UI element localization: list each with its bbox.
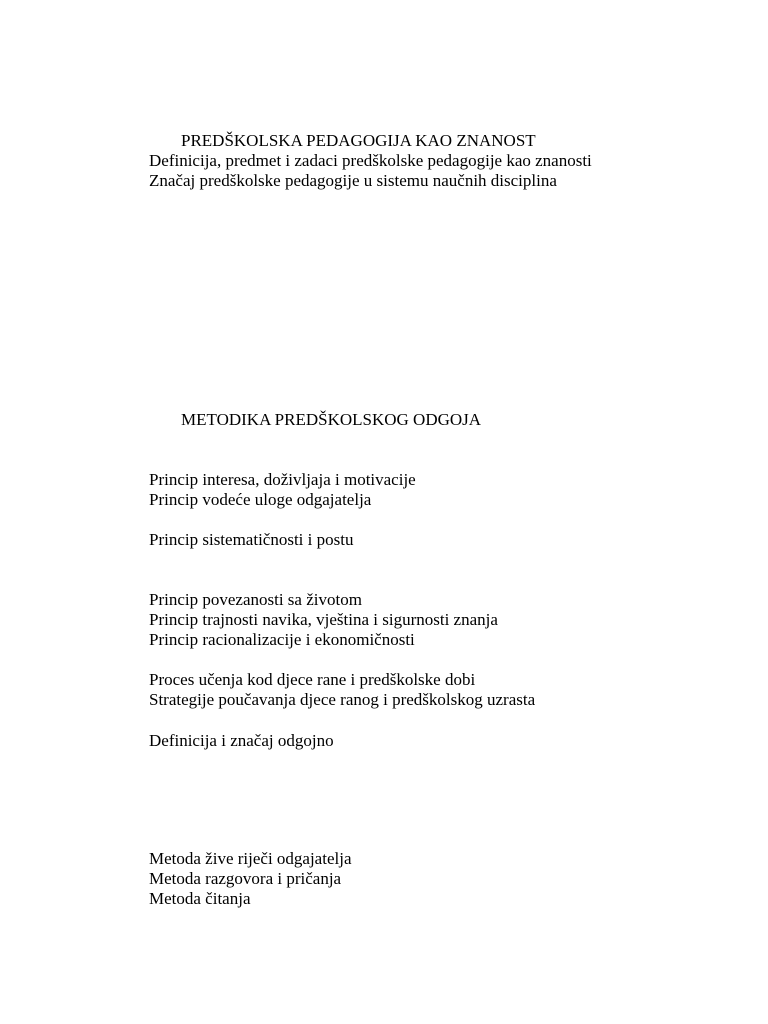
text-line: Princip povezanosti sa životom	[149, 590, 362, 609]
methods-group	[149, 849, 739, 909]
learning-group	[149, 670, 739, 710]
text-line: Princip sistematičnosti i postu	[149, 530, 354, 549]
principle-systematic	[149, 530, 739, 550]
text-line: Strategije poučavanja djece ranog i predškolskog uzrasta	[149, 690, 536, 709]
text-line: Princip vodeće uloge odgajatelja	[149, 490, 372, 509]
text-line: Značaj predškolske pedagogije u sistemu naučnih disciplina	[149, 171, 557, 190]
text-line: Metoda žive riječi odgajatelja	[149, 849, 352, 868]
text-line: Metoda razgovora i pričanja	[149, 869, 342, 888]
text-line: Definicija, predmet i zadaci predškolske pedagogije kao znanosti	[149, 151, 592, 170]
definition-line	[149, 731, 739, 751]
principles-group-a	[149, 470, 739, 510]
principles-group-b	[149, 590, 739, 650]
text-line: Princip interesa, doživljaja i motivacije	[149, 470, 416, 489]
section-heading: METODIKA PREDŠKOLSKOG ODGOJA	[181, 410, 482, 429]
text-line: Metoda čitanja	[149, 889, 251, 908]
section-2	[149, 410, 739, 430]
section-1	[149, 131, 739, 191]
text-line: Definicija i značaj odgojno	[149, 731, 334, 750]
text-line: Proces učenja kod djece rane i predškolske dobi	[149, 670, 476, 689]
section-heading: PREDŠKOLSKA PEDAGOGIJA KAO ZNANOST	[181, 131, 536, 150]
text-line: Princip trajnosti navika, vještina i sigurnosti znanja	[149, 610, 498, 629]
text-line: Princip racionalizacije i ekonomičnosti	[149, 630, 415, 649]
